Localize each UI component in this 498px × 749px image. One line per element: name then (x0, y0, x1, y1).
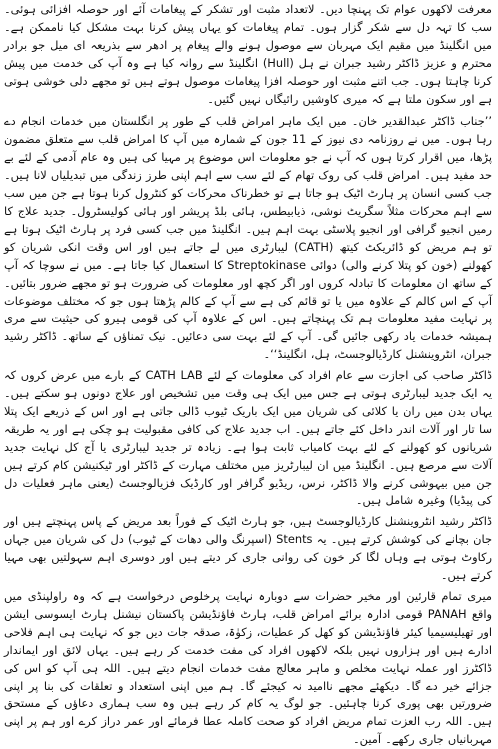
cath-lab-paragraph: ڈاکٹر صاحب کی اجازت سے عام افراد کی معلومات کے لئے CATH LAB کے بارے میں عرض کروں کہ یہ ایک جدید لیبارٹری ہوتی ہے جس میں ایک ہی وقت میں تشخیص اور علاج دونوں ہو سکتے ہیں۔ یہاں بدن میں ران یا کلائی کی شریان میں ایک باریک ٹیوب ڈالی جاتی ہے اور اس کے ذریعے ایک پتلا سا تار اور آلات اندر داخل کئے جاتے ہیں۔ اب جدید علاج کی کافی مقبولیت ہو چکی ہے اور یہ طریقہ شریانوں کو کھولنے کے لئے بہت کامیاب ثابت ہوا ہے۔ زیادہ تر جدید لیبارٹری یا آج کل نہایت جدید آلات سے مرصع ہیں۔ انگلینڈ میں ان لیبارٹریز میں مختلف مہارت کے ڈاکٹر اور ٹیکنیشن کام کرتے ہیں جن میں بیہوشی کرنے والا ڈاکٹر، نرس، ریڈیو گرافر اور کارڈیک فزیالوجسٹ (یعنی ماہر فعلیات دل کی پیڈیا) وغیرہ شامل ہیں۔ (4, 368, 492, 508)
letter-paragraph: ’’جناب ڈاکٹر عبدالقدیر خان۔ میں ایک ماہر امراض قلب کے طور پر انگلستان میں خدمات انجام دے رہا ہوں۔ میں نے روزنامہ دی نیوز کے 11 جون کے شمارہ میں آپ کا امراض قلب سے متعلق مضمون پڑھا، میں اقرار کرتا ہوں کہ آپ نے جو معلومات اس موضوع پر مہیا کی ہیں وہ عام آدمی کے لئے بے حد مفید ہیں۔ امراض قلب کی روک تھام کے لئے سب سے اہم اپنی طرز زندگی میں تبدیلیاں لانا ہیں۔ جب کسی انسان پر ہارٹ اٹیک ہو جاتا ہے تو خطرناک محرکات کو کنٹرول کرنا ہوتا ہے جن میں سب سے اہم محرکات مثلاً سگریٹ نوشی، ذیابیطس، ہائی بلڈ پریشر اور ہائی کولیسٹرول۔ جدید علاج کا رمیں انجیو گرافی اور انجیو پلاسٹی بہت اہم ہیں۔ انگلینڈ میں جب کسی فرد پر ہارٹ اٹیک ہوتا ہے تو ہم مریض کو ڈائریکٹ کیتھ (CATH) لیبارٹری میں لے جاتے ہیں اور اس وقت انکی شریان کو کھولنے (خون کو پتلا کرنے والی) دوائی Streptokinase کا استعمال کیا جاتا ہے۔ میں نے سوچا کہ آپ کے ساتھ ان معلومات کا تبادلہ کروں اور اگر کچھ اور معلومات کی ضرورت ہو تو مجھے ضرور بتائیں۔ آپ کے اس کالم کے علاوہ میں یا تو قائم کی ہے سے آپ کے کالم پڑھتا ہوں جو کہ مختلف موضوعات پر نہایت مفید معلومات ہم تک پہنچاتے ہیں۔ اس کے علاوہ آپ کی قومی ہیرو کی حیثیت سے مری ہمیشہ خدمات یاد رکھی جائیں گی۔ آپ کے لئے بہت سی دعائیں۔ نیک تمناؤں کے ساتھ۔ ڈاکٹر رشید جبران، انٹروینشنل کارڈیالوجسٹ، ہل، انگلینڈ‘‘۔ (4, 114, 493, 362)
stents-paragraph: ڈاکٹر رشید انٹروینشنل کارڈیالوجسٹ ہیں، جو ہارٹ اٹیک کے فوراً بعد مریض کے پاس پہنچتے ہیں اور جان بچانے کی کوشش کرتے ہیں۔ یہ Stents (اسپرنگ والی دھات کے ٹیوب) دل کی شریان میں جہاں رکاوٹ ہوتی ہے وہاں لگا کر خون کی روانی جاری کر دیتے ہیں اور دوسری اہم سہولتیں بھی مہیا کرتے ہیں۔ (4, 514, 492, 583)
intro-paragraph: معرفت لاکھوں عوام تک پہنچا دیں۔ لاتعداد مثبت اور تشکر کے پیغامات آئے اور حوصلہ افزائی ہوئی۔ سب کا تہہ دل سے شکر گزار ہوں۔ تمام پیغامات کو یہاں پیش کرنا بہت مشکل کیا ناممکن ہے۔ میں انگلینڈ میں مقیم ایک مہربان سے موصول ہونے والے پیغام پر ادھر سے بذریعہ ای میل جو برادر محترم و عزیز ڈاکٹر رشید جبران نے ہل (Hull) انگلینڈ سے روانہ کیا ہے وہ آپ کی خدمت میں پیش کرنا چاہتا ہوں۔ جب اتنے مثبت اور حوصلہ افزا پیغامات موصول ہوتے ہیں تو مجھے دلی خوشی ہوتی ہے اور سکون ملتا ہے کہ میری کاوشیں رائیگاں نہیں گئیں۔ (4, 2, 492, 106)
appeal-paragraph: میری تمام قارئین اور مخیر حضرات سے دوبارہ نہایت پرخلوص درخواست ہے کہ وہ راولپنڈی میں واقع PANAH قومی ادارہ برائے امراض قلب، ہارٹ فاؤنڈیشن پاکستان نیشنل ہارٹ ایسوسی ایشن اور تھیلیسیمیا کیئر فاؤنڈیشن کو کھل کر عطیات، زکوٰۃ، صدقہ جات دیں جو کہ نہایت ہی اہم فلاحی ادارے ہیں اور ہزاروں نہیں بلکہ لاکھوں افراد کی مفت خدمت کر رہے ہیں۔ یہاں لائق اور ایماندار ڈاکٹرز اور عملہ نہایت مخلص و ماہر معالج مفت خدمات انجام دیتے ہیں۔ اللہ ہی آپ کو اس کی جزائے خیر دے گا۔ دیکھئے مجھے ناامید نہ کیجئے گا۔ ہم میں اپنی استعداد و تعلقات کی بنا پر اپنی ضرورتیں بھی پوری کرنا چاہئیں۔ جو لوگ یہ کام کر رہے ہیں وہ سب ہماری دعاؤں کے مستحق ہیں۔ اللہ رب العزت تمام مریض افراد کو صحت کاملہ عطا فرمائے اور عمر دراز کرے اور ہم پر اپنی مہربانیاں جاری رکھے۔ آمین۔ (4, 589, 493, 747)
